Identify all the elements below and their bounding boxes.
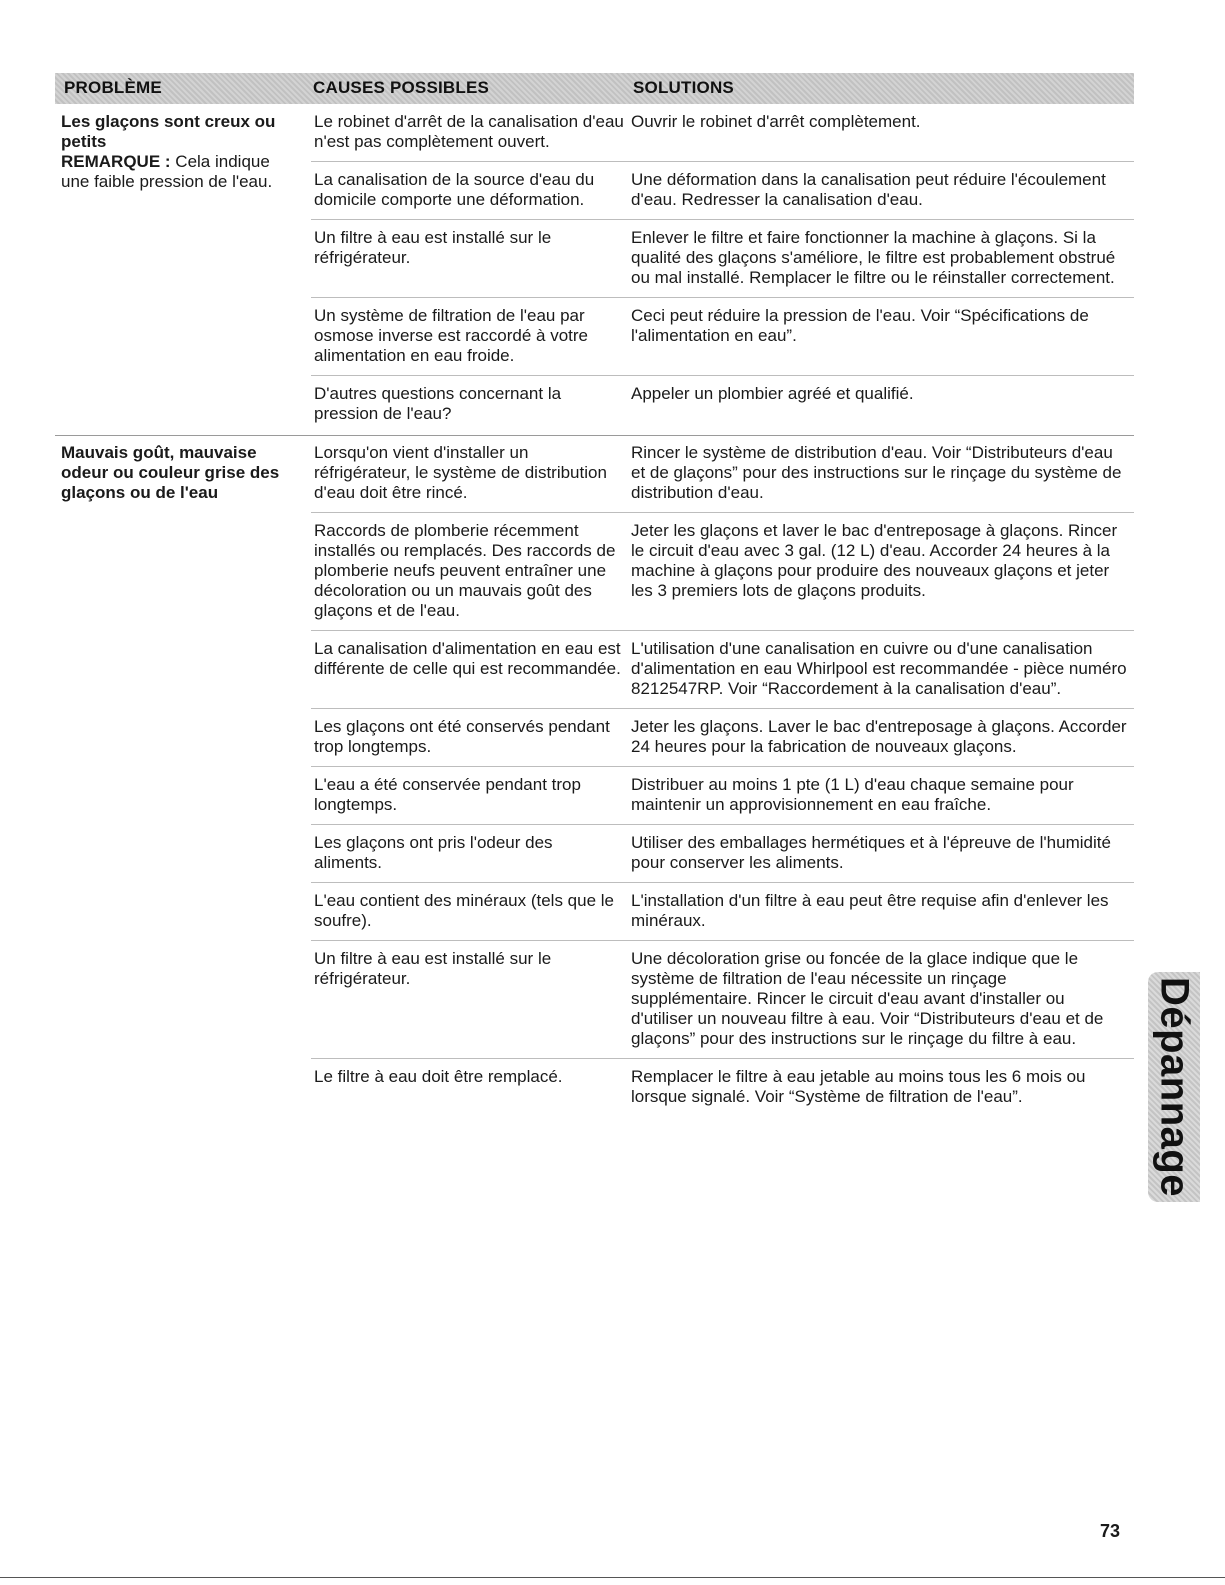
table-row <box>311 226 1134 298</box>
table-row <box>311 110 1134 162</box>
solution-cell: Jeter les glaçons et laver le bac d'entreposage à glaçons. Rincer le circuit d'eau avec 3 gal. (12 L) d'eau. Accorder 24 heures à la machine à glaçons pour produire des nouveaux glaçons et jeter les 3 premiers lots de glaçons produits. <box>631 521 1118 600</box>
problem-title: Mauvais goût, mauvaise odeur ou couleur grise des glaçons ou de l'eau <box>61 443 280 502</box>
solution-cell: Appeler un plombier agréé et qualifié. <box>631 384 914 403</box>
table-row <box>311 519 1134 631</box>
solution-cell: Distribuer au moins 1 pte (1 L) d'eau chaque semaine pour maintenir un approvisionnement en eau fraîche. <box>631 775 1074 814</box>
table-row <box>311 304 1134 376</box>
cause-cell: La canalisation de la source d'eau du domicile comporte une déformation. <box>314 170 595 209</box>
cause-cell: Un filtre à eau est installé sur le réfrigérateur. <box>314 228 552 267</box>
solution-cell: L'utilisation d'une canalisation en cuivre ou d'une canalisation d'alimentation en eau Whirlpool est recommandée - pièce numéro 8212547RP. Voir “Raccordement à la canalisation d'eau”. <box>631 639 1127 698</box>
table-header <box>55 73 1134 104</box>
group-divider <box>55 435 1134 436</box>
cause-cell: Les glaçons ont été conservés pendant trop longtemps. <box>314 717 610 756</box>
cause-cell: La canalisation d'alimentation en eau est différente de celle qui est recommandée. <box>314 639 621 678</box>
cause-cell: Le robinet d'arrêt de la canalisation d'eau n'est pas complètement ouvert. <box>314 112 624 151</box>
table-row <box>311 773 1134 825</box>
table-row <box>311 441 1134 513</box>
rows <box>311 441 1134 1122</box>
solution-cell: Rincer le système de distribution d'eau. Voir “Distributeurs d'eau et de glaçons” pour des instructions sur le rinçage du système de distribution d'eau. <box>631 443 1122 502</box>
header-problem: PROBLÈME <box>64 78 162 97</box>
cause-cell: Les glaçons ont pris l'odeur des aliments. <box>314 833 553 872</box>
cause-cell: Lorsqu'on vient d'installer un réfrigérateur, le système de distribution d'eau doit être rincé. <box>314 443 607 502</box>
table-row <box>311 889 1134 941</box>
page-number: 73 <box>1100 1521 1121 1541</box>
table-row <box>311 1065 1134 1116</box>
table-row <box>311 382 1134 433</box>
note-label: REMARQUE : <box>61 152 171 171</box>
bottom-rule <box>0 1577 1225 1578</box>
table-row <box>311 947 1134 1059</box>
header-causes: CAUSES POSSIBLES <box>313 78 490 97</box>
problem-cell <box>61 112 296 192</box>
cause-cell: Raccords de plomberie récemment installés ou remplacés. Des raccords de plomberie neufs peuvent entraîner une décoloration ou un mauvais goût des glaçons et de l'eau. <box>314 521 616 620</box>
cause-cell: D'autres questions concernant la pression de l'eau? <box>314 384 562 423</box>
cause-cell: Un filtre à eau est installé sur le réfrigérateur. <box>314 949 552 988</box>
note-text: Cela indique une faible pression de l'eau. <box>61 152 273 191</box>
table-row <box>311 831 1134 883</box>
cause-cell: Le filtre à eau doit être remplacé. <box>314 1067 563 1086</box>
solution-cell: Remplacer le filtre à eau jetable au moins tous les 6 mois ou lorsque signalé. Voir “Système de filtration de l'eau”. <box>631 1067 1086 1106</box>
table-row <box>311 715 1134 767</box>
header-solutions: SOLUTIONS <box>633 78 734 97</box>
cause-cell: L'eau a été conservée pendant trop longtemps. <box>314 775 581 814</box>
solution-cell: Ouvrir le robinet d'arrêt complètement. <box>631 112 921 131</box>
problem-cell <box>61 443 296 503</box>
rows <box>311 110 1134 439</box>
solution-cell: Une décoloration grise ou foncée de la glace indique que le système de filtration de l'eau nécessite un rinçage supplémentaire. Rincer le circuit d'eau avant d'installer ou d'utiliser un nouveau filtre à eau. Voir “Distributeurs d'eau et de glaçons” pour des instructions sur le rinçage du filtre à eau. <box>631 949 1104 1048</box>
section-tab <box>1148 972 1200 1202</box>
solution-cell: Enlever le filtre et faire fonctionner la machine à glaçons. Si la qualité des glaçons s'améliore, le filtre est probablement obstrué ou mal installé. Remplacer le filtre ou le réinstaller correctement. <box>631 228 1116 287</box>
solution-cell: Une déformation dans la canalisation peut réduire l'écoulement d'eau. Redresser la canalisation d'eau. <box>631 170 1106 209</box>
solution-cell: Utiliser des emballages hermétiques et à l'épreuve de l'humidité pour conserver les aliments. <box>631 833 1111 872</box>
solution-cell: L'installation d'un filtre à eau peut être requise afin d'enlever les minéraux. <box>631 891 1109 930</box>
cause-cell: Un système de filtration de l'eau par osmose inverse est raccordé à votre alimentation en eau froide. <box>314 306 589 365</box>
cause-cell: L'eau contient des minéraux (tels que le soufre). <box>314 891 614 930</box>
section-tab-label: Dépannage <box>1152 976 1197 1198</box>
table-row <box>311 168 1134 220</box>
solution-cell: Ceci peut réduire la pression de l'eau. Voir “Spécifications de l'alimentation en eau”. <box>631 306 1089 345</box>
problem-title: Les glaçons sont creux ou petits <box>61 112 276 151</box>
table-row <box>311 637 1134 709</box>
solution-cell: Jeter les glaçons. Laver le bac d'entreposage à glaçons. Accorder 24 heures pour la fabrication de nouveaux glaçons. <box>631 717 1127 756</box>
